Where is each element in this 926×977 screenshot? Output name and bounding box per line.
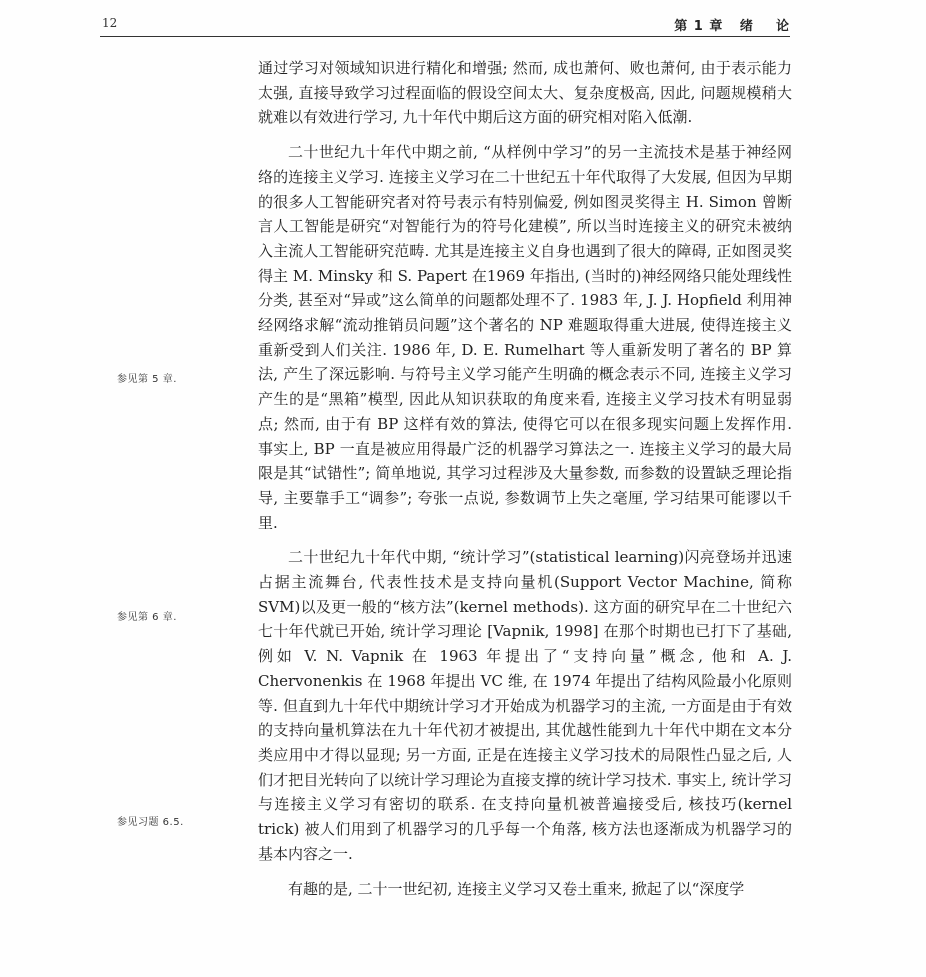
chapter-title: 第 1 章 绪 论 — [674, 19, 790, 34]
body-text — [258, 56, 792, 901]
paragraph-connectionism: 二十世纪九十年代中期之前, “从样例中学习”的另一主流技术是基于神经网络的连接主义学习. 连接主义学习在二十世纪五十年代取得了大发展, 但因为早期的很多人工智能研究者对符号表示有特别偏爱, 例如图灵奖得主 H. Simon 曾断言人工智能是研究“对智能行为的符号化建模”, 所以当时连接主义的研究未被纳入主流人工智能研究范畴. 尤其是连接主义自身也遇到了很大的障碍, 正如图灵奖得主 M. Minsky 和 S. Papert 在1969 年指出, (当时的)神经网络只能处理线性分类, 甚至对“异或”这么简单的问题都处理不了. 1983 年, J. J. Hopfield 利用神经网络求解“流动推销员问题”这个著名的 NP 难题取得重大进展, 使得连接主义重新受到人们关注. 1986 年, D. E. Rumelhart 等人重新发明了著名的 BP 算法, 产生了深远影响. 与符号主义学习能产生明确的概念表示不同, 连接主义学习产生的是“黑箱”模型, 因此从知识获取的角度来看, 连接主义学习技术有明显弱点; 然而, 由于有 BP 这样有效的算法, 使得它可以在很多现实问题上发挥作用. 事实上, BP 一直是被应用得最广泛的机器学习算法之一. 连接主义学习的最大局限是其“试错性”; 简单地说, 其学习过程涉及大量参数, 而参数的设置缺乏理论指导, 主要靠手工“调参”; 夸张一点说, 参数调节上失之毫厘, 学习结果可能谬以千里. — [258, 143, 792, 532]
paragraph-statistical-learning: 二十世纪九十年代中期, “统计学习”(statistical learning)闪亮登场并迅速占据主流舞台, 代表性技术是支持向量机(Support Vector Machine, 简称 SVM)以及更一般的“核方法”(kernel methods). 这方面的研究早在二十世纪六七十年代就已开始, 统计学习理论 [Vapnik, 1998] 在那个时期也已打下了基础, 例如 V. N. Vapnik 在 1963 年提出了“支持向量”概念, 他和 A. J. Chervonenkis 在 1968 年提出 VC 维, 在 1974 年提出了结构风险最小化原则等. 但直到九十年代中期统计学习才开始成为机器学习的主流, 一方面是由于有效的支持向量机算法在九十年代初才被提出, 其优越性能到九十年代中期在文本分类应用中才得以显现; 另一方面, 正是在连接主义学习技术的局限性凸显之后, 人们才把目光转向了以统计学习理论为直接支撑的统计学习技术. 事实上, 统计学习与连接主义学习有密切的联系. 在支持向量机被普遍接受后, 核技巧(kernel trick) 被人们用到了机器学习的几乎每一个角落, 核方法也逐渐成为机器学习的基本内容之一. — [258, 548, 792, 863]
margin-note-exercise-6-5: 参见习题 6.5. — [117, 817, 184, 828]
paragraph-symbolism-end: 通过学习对领域知识进行精化和增强; 然而, 成也萧何、败也萧何, 由于表示能力太强, 直接导致学习过程面临的假设空间太大、复杂度极高, 因此, 问题规模稍大就难以有效进行学习, 九十年代中期后这方面的研究相对陷入低潮. — [258, 59, 792, 127]
paragraph-deep-learning-start: 有趣的是, 二十一世纪初, 连接主义学习又卷土重来, 掀起了以“深度学 — [288, 879, 745, 898]
page-number: 12 — [102, 16, 118, 30]
margin-note-chapter-5: 参见第 5 章. — [117, 374, 177, 385]
running-header — [100, 14, 790, 34]
margin-note-chapter-6: 参见第 6 章. — [117, 612, 177, 623]
header-rule — [100, 36, 790, 37]
